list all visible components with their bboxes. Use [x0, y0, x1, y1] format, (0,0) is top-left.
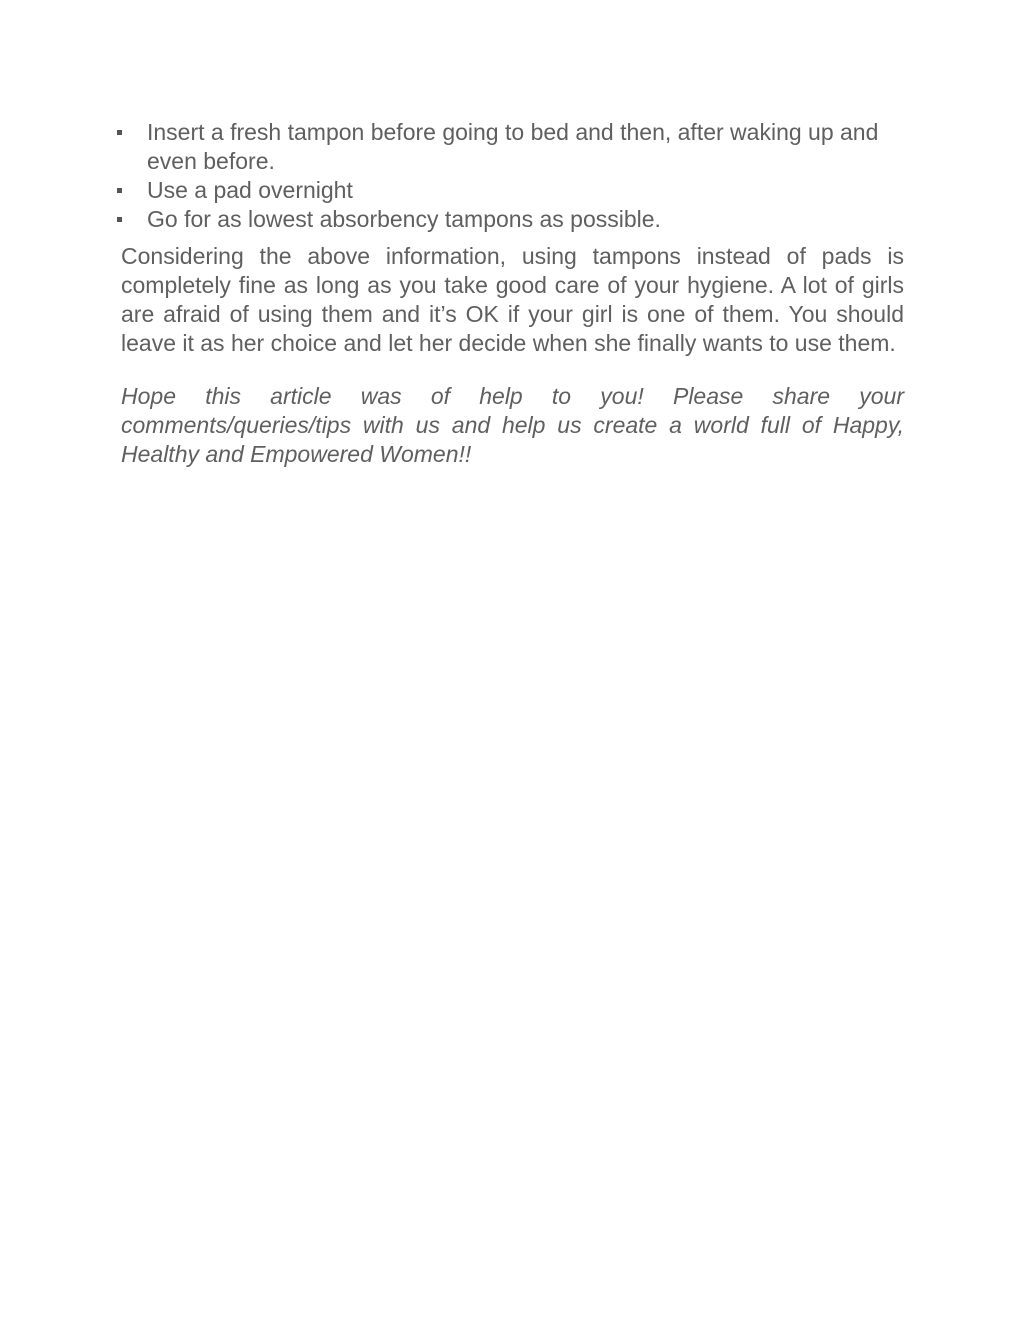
- list-item: [121, 176, 904, 205]
- square-bullet-icon: [117, 217, 122, 222]
- list-item: [121, 118, 904, 176]
- list-item-text: Go for as lowest absorbency tampons as possible.: [147, 206, 661, 232]
- square-bullet-icon: [117, 130, 122, 135]
- document-body: [121, 118, 904, 469]
- list-item: [121, 205, 904, 234]
- bullet-list: [121, 118, 904, 234]
- body-paragraph: Considering the above information, using tampons instead of pads is completely fine as long as you take good care of your hygiene. A lot of girls are afraid of using them and it’s OK if your girl is one of them. You should leave it as her choice and let her decide when she finally wants to use them.: [121, 243, 904, 356]
- list-item-text: Use a pad overnight: [147, 177, 353, 203]
- square-bullet-icon: [117, 188, 122, 193]
- list-item-text: Insert a fresh tampon before going to bed and then, after waking up and even before.: [147, 119, 879, 174]
- closing-note: Hope this article was of help to you! Please share your comments/queries/tips with us and help us create a world full of Happy, Healthy and Empowered Women!!: [121, 383, 904, 467]
